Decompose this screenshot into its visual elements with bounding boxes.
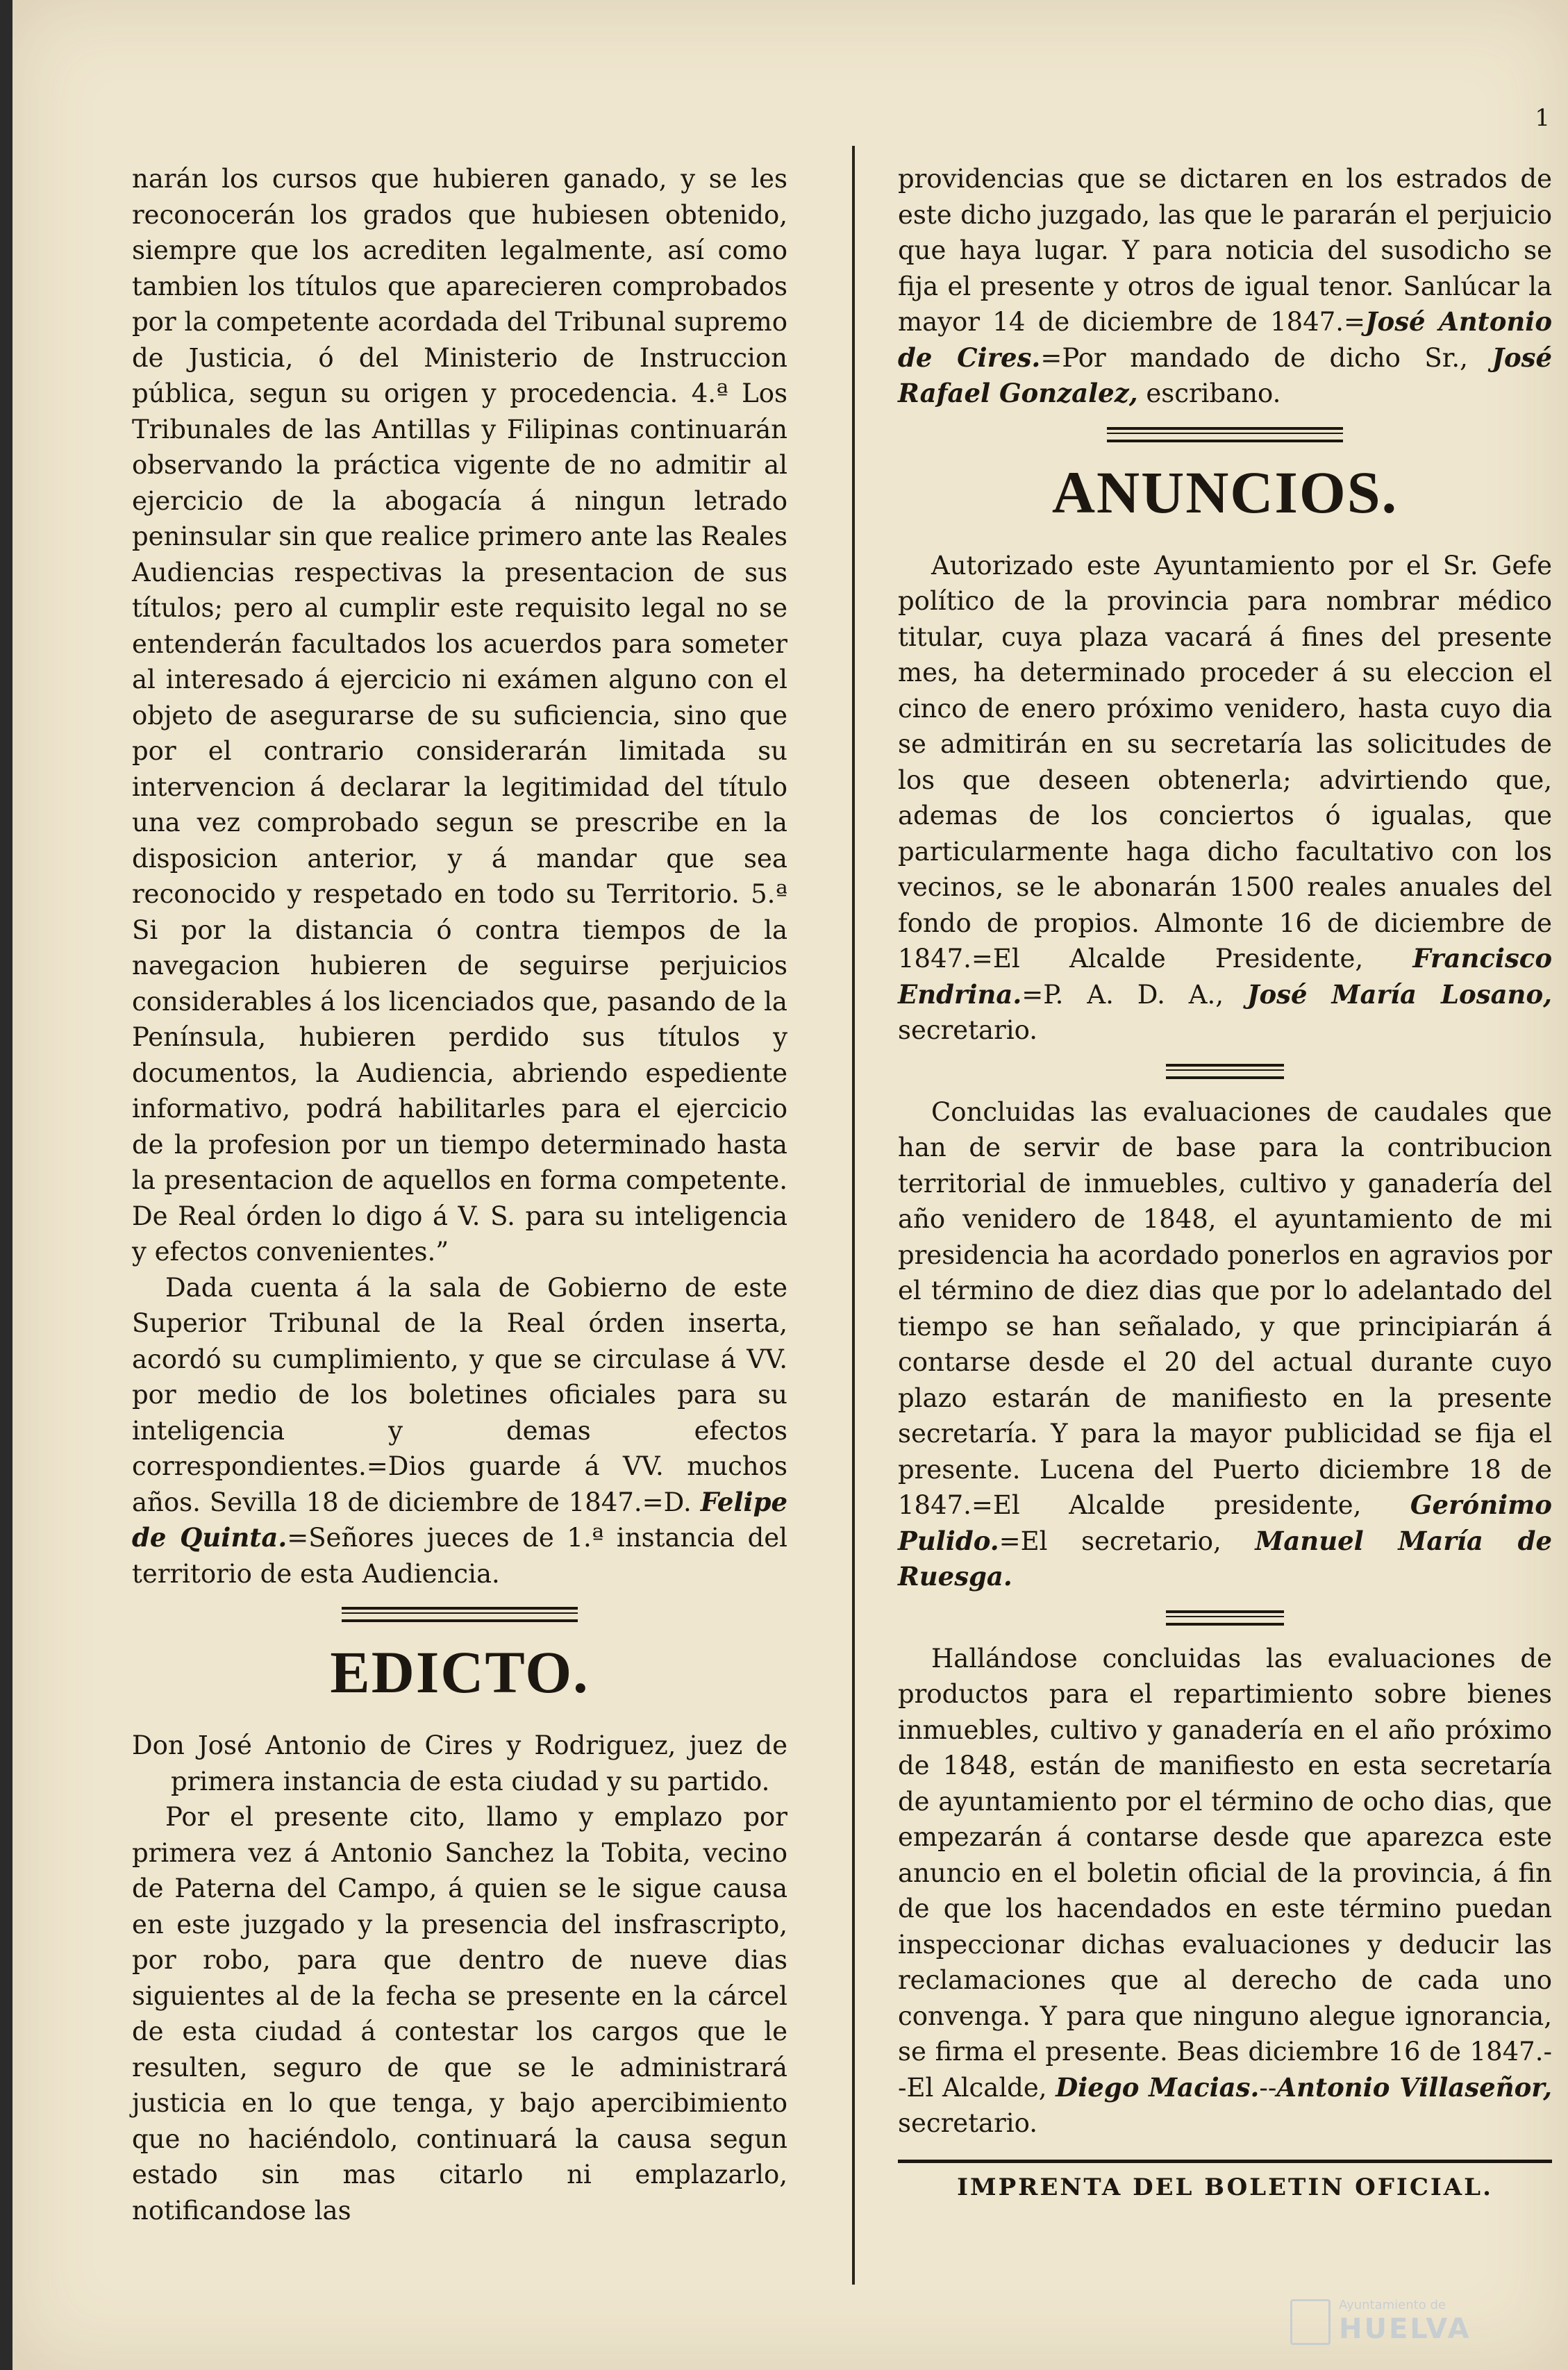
anuncio-3-mid: -- (1259, 2072, 1277, 2103)
anuncio-beas (898, 1641, 1552, 2142)
watermark-logo (1290, 2295, 1519, 2346)
anuncio-lucena (898, 1094, 1552, 1595)
column-rule (852, 146, 855, 2285)
edicto-intro: Don José Antonio de Cires y Rodriguez, juez de primera instancia de esta ciudad y su partido. (132, 1730, 787, 1796)
anuncio-1-text: Autorizado este Ayuntamiento por el Sr. Gefe político de la provincia para nombrar médico titular, cuya plaza vacará á fines del presente mes, ha determinado proceder á su eleccion el cinco de enero próximo venidero, hasta cuyo dia se admitirán en su secretaría las solicitudes de los que deseen obtenerla; advirtiendo que, ademas de los conciertos ó igualas, que particularmente haga dicho facultativo con los vecinos, se le abonarán 1500 reales anuales del fondo de propios. Almonte 16 de diciembre de 1847.=El Alcalde Presidente, (898, 550, 1552, 974)
edicto-mid: =Por mandado de dicho Sr., (1040, 342, 1492, 373)
anuncio-3-mayor: Diego Macias. (1056, 2071, 1260, 2103)
anuncio-1-mayor: Francisco Endrina. (898, 943, 1552, 1010)
watermark-small-text: Ayuntamiento de (1339, 2298, 1446, 2312)
edicto-heading: EDICTO. (330, 1639, 590, 1705)
anuncio-1-mid: =P. A. D. A., (1021, 979, 1247, 1010)
printer-footer: IMPRENTA DEL BOLETIN OFICIAL. (898, 2160, 1552, 2206)
circular-addressees: =Señores jueces de 1.ª instancia del territorio de esta Audiencia. (132, 1523, 787, 1589)
anuncio-2-secretary: Manuel María de Ruesga. (898, 1525, 1552, 1592)
anuncio-2-text: Concluidas las evaluaciones de caudales que han de servir de base para la contribucion territorial de inmuebles, cultivo y ganadería del año venidero de 1848, el ayuntamiento de mi presidencia ha acordado ponerlos en agravios por el término de diez dias que por lo adelantado del tiempo se han señalado, y que principiarán á contarse desde el 20 del actual durante cuyo plazo estarán de manifiesto en la presente secretaría. Y para la mayor publicidad se fija el presente. Lucena del Puerto diciembre 18 de 1847.=El Alcalde presidente, (898, 1096, 1552, 1520)
anuncio-divider (1166, 1064, 1284, 1079)
anuncio-3-text: Hallándose concluidas las evaluaciones de productos para el repartimiento sobre bienes inmuebles, cultivo y ganadería en el año próximo de 1848, están de manifiesto en esta secretaría de ayuntamiento por el término de ocho dias, que empezarán á contarse desde que aparezca este anuncio en el boletin oficial de la provincia, á fin de que los hacendados en este término puedan inspeccionar dichas evaluaciones y deducir las reclamaciones que al derecho de cada uno convenga. Y para que ninguno alegue ignorancia, se firma el presente. Beas diciembre 16 de 1847.--El Alcalde, (898, 1643, 1552, 2103)
section-divider (1107, 427, 1343, 442)
edicto-judge: José Antonio de Cires. (898, 306, 1553, 373)
crest-icon (1290, 2299, 1331, 2345)
watermark-big-text: HUELVA (1339, 2313, 1471, 2345)
anuncio-2-mayor: Gerónimo Pulido. (898, 1489, 1552, 1556)
circular-signer: Felipe de Quinta. (132, 1486, 787, 1553)
anuncio-3-secretary: Antonio Villaseñor, (1276, 2071, 1552, 2103)
edicto-end: escribano. (1137, 378, 1281, 408)
royal-order-continuation: narán los cursos que hubieren ganado, y se les reconocerán los grados que hubiesen obtenido, siempre que los acrediten legalmente, así como tambien los títulos que aparecieren comprobados por la competente acordada del Tribunal supremo de Justicia, ó del Ministerio de Instruccion pública, segun su origen y procedencia. 4.ª Los Tribunales de las Antillas y Filipinas continuarán observando la práctica vigente de no admitir al ejercicio de la abogacía á ningun letrado peninsular sin que realice primero ante las Reales Audiencias respectivas la presentacion de sus títulos; pero al cumplir este requisito legal no se entenderán facultados los acuerdos para someter al interesado á ejercicio ni exámen alguno con el objeto de asegurarse de su suficiencia, sino que por el contrario considerarán limitada su intervencion á declarar la legitimidad del título una vez comprobado segun se prescribe en la disposicion anterior, y á mandar que sea reconocido y respetado en todo su Territorio. 5.ª Si por la distancia ó contra tiempos de la navegacion hubieren de seguirse perjuicios considerables á los licenciados que, pasando de la Península, hubieren perdido sus títulos y documentos, la Audiencia, abriendo espediente informativo, podrá habilitarles para el ejercicio de la profesion por un tiempo determinado hasta la presentacion de aquellos en forma competente. De Real órden lo digo á V. S. para su inteligencia y efectos convenientes.” (132, 164, 788, 1267)
right-column (898, 161, 1552, 2205)
section-divider (342, 1607, 578, 1622)
edicto-continuation (898, 161, 1552, 412)
anuncio-2-mid: =El secretario, (999, 1526, 1256, 1556)
edicto-clerk: José Rafael Gonzalez, (898, 342, 1553, 408)
left-column (132, 161, 787, 2228)
anuncio-1-end: secretario. (898, 1015, 1038, 1045)
anuncios-heading: ANUNCIOS. (1051, 458, 1399, 526)
anuncio-3-end: secretario. (898, 2108, 1038, 2138)
edicto-body: Por el presente cito, llamo y emplazo por primera vez á Antonio Sanchez la Tobita, vecino de Paterna del Campo, á quien se le sigue causa en este juzgado y la presencia del insfrascripto, por robo, para que dentro de nueve dias siguientes al de la fecha se presente en la cárcel de esta ciudad á contestar los cargos que le resulten, seguro de que se le administrará justicia en lo que tenga, y bajo apercibimiento que no haciéndolo, continuará la causa segun estado sin mas citarlo ni emplazarlo, notificandose las (132, 1802, 787, 2226)
edicto-cont-text: providencias que se dictaren en los estrados de este dicho juzgado, las que le pararán el perjuicio que haya lugar. Y para noticia del susodicho se fija el presente y otros de igual tenor. Sanlúcar la mayor 14 de diciembre de 1847.= (898, 164, 1552, 337)
anuncio-almonte (898, 548, 1552, 1049)
newspaper-page (12, 0, 1568, 2370)
tribunal-circular (132, 1270, 787, 1592)
anuncio-1-secretary: José María Losano, (1246, 978, 1552, 1010)
anuncio-divider (1166, 1610, 1284, 1626)
page-number: 1 (1535, 104, 1550, 132)
circular-text: Dada cuenta á la sala de Gobierno de este Superior Tribunal de la Real órden inserta, acordó su cumplimiento, y que se circulase á VV. por medio de los boletines oficiales para su inteligencia y demas efectos correspondientes.=Dios guarde á VV. muchos años. Sevilla 18 de diciembre de 1847.=D. (132, 1272, 787, 1517)
